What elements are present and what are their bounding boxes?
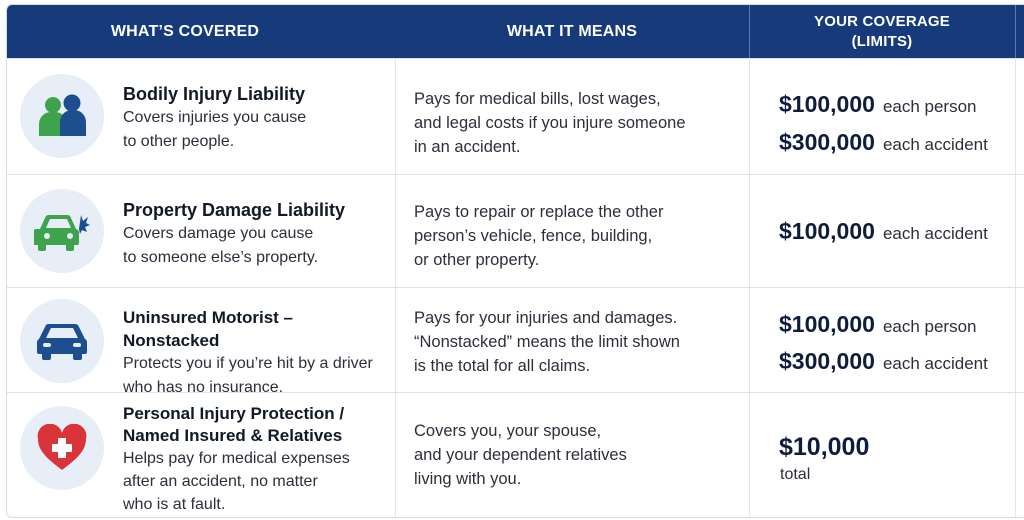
coverage-desc-line: who is at fault. <box>123 496 226 513</box>
coverage-title-line: Named Insured & Relatives <box>123 426 343 445</box>
limit-amount: $300,000 <box>779 129 875 155</box>
limit-unit: each person <box>882 317 977 336</box>
meaning-line: is the total for all claims. <box>414 357 591 375</box>
meaning-line: and your dependent relatives <box>414 446 627 464</box>
car-icon <box>20 299 104 383</box>
meaning-line: and legal costs if you injure someone <box>414 114 686 132</box>
coverage-desc-line: to other people. <box>123 133 235 150</box>
car-crash-icon <box>20 189 104 273</box>
coverage-desc-line: Helps pay for medical expenses <box>123 450 350 467</box>
table-row-personal-injury-protection <box>7 392 1024 518</box>
coverage-title: Property Damage Liability <box>123 200 346 220</box>
meaning-line: person’s vehicle, fence, building, <box>414 227 653 245</box>
coverage-cell <box>123 83 393 154</box>
meaning-cell <box>414 306 744 378</box>
meaning-line: or other property. <box>414 251 540 269</box>
header-your-coverage-line2: (LIMITS) <box>851 32 913 50</box>
limit-unit: total <box>780 466 811 483</box>
table-header <box>7 5 1024 58</box>
coverage-desc-line: Covers damage you cause <box>123 225 314 242</box>
meaning-line: Pays for medical bills, lost wages, <box>414 90 661 108</box>
limit-line <box>779 218 1019 245</box>
people-icon <box>20 74 104 158</box>
meaning-line: in an accident. <box>414 138 521 156</box>
meaning-line: Covers you, your spouse, <box>414 422 602 440</box>
header-your-coverage-line1: YOUR COVERAGE <box>814 12 950 30</box>
limit-amount: $100,000 <box>779 91 875 117</box>
meaning-line: “Nonstacked” means the limit shown <box>414 333 680 351</box>
coverage-desc-line: after an accident, no matter <box>123 473 318 490</box>
limit-unit: each accident <box>882 135 988 154</box>
limit-line <box>779 91 1019 118</box>
meaning-line: Pays for your injuries and damages. <box>414 309 678 327</box>
coverage-cell <box>123 306 393 400</box>
limit-unit: each person <box>882 97 977 116</box>
limit-amount: $100,000 <box>779 311 875 337</box>
coverage-desc-line: Covers injuries you cause <box>123 109 307 126</box>
coverage-desc-line: Protects you if you’re hit by a driver <box>123 355 373 372</box>
coverage-table <box>6 4 1024 518</box>
header-what-it-means: WHAT IT MEANS <box>506 22 638 40</box>
coverage-title-line: Personal Injury Protection / <box>123 404 345 423</box>
meaning-cell <box>414 200 744 272</box>
limit-line <box>779 311 1019 338</box>
table-row-property-damage <box>7 174 1024 288</box>
limit-unit: each accident <box>882 224 988 243</box>
meaning-line: living with you. <box>414 470 522 488</box>
table-row-bodily-injury <box>7 58 1024 175</box>
meaning-cell <box>414 87 744 159</box>
header-your-coverage <box>749 5 1015 58</box>
limit-amount: $100,000 <box>779 218 875 244</box>
coverage-title: Bodily Injury Liability <box>123 84 306 104</box>
limit-amount: $300,000 <box>779 348 875 374</box>
coverage-desc-line: to someone else’s property. <box>123 249 319 266</box>
limit-amount: $10,000 <box>779 433 870 461</box>
heart-cross-icon <box>20 406 104 490</box>
coverage-cell <box>123 403 385 516</box>
limit-line <box>779 348 1019 375</box>
limit-line <box>779 129 1019 156</box>
header-whats-covered: WHAT’S COVERED <box>110 22 260 40</box>
limit-unit: each accident <box>882 354 988 373</box>
meaning-cell <box>414 419 744 491</box>
header-divider <box>1015 5 1016 58</box>
coverage-title: Uninsured Motorist – Nonstacked <box>123 308 294 350</box>
coverage-cell <box>123 199 393 270</box>
meaning-line: Pays to repair or replace the other <box>414 203 664 221</box>
table-row-uninsured-motorist <box>7 287 1024 396</box>
coverage-desc-line: who has no insurance. <box>123 379 284 396</box>
